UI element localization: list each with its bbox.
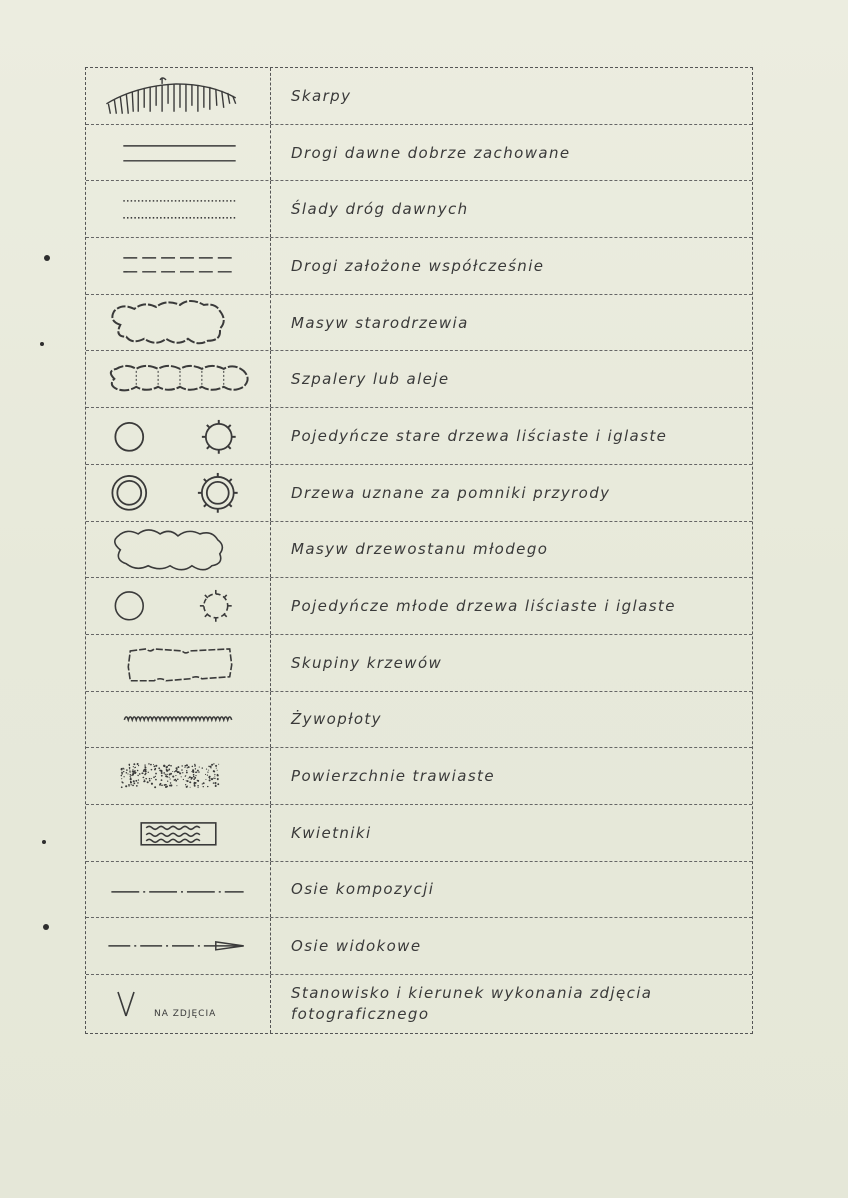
legend-row (86, 181, 752, 238)
symbol-cell (86, 635, 271, 691)
dash-dot-axis-icon (86, 862, 271, 918)
symbol-cell (86, 522, 271, 578)
symbol-cell (86, 805, 271, 861)
young-tree-circles-icon (86, 578, 271, 634)
legend-row (86, 68, 752, 125)
legend-row (86, 805, 752, 862)
dotted-line-icon (86, 181, 271, 237)
photo-direction-icon (86, 975, 271, 1033)
legend-label: Ślady dróg dawnych (291, 200, 469, 219)
legend-row (86, 862, 752, 919)
symbol-cell (86, 975, 271, 1033)
symbol-cell (86, 295, 271, 351)
legend-label: Skarpy (291, 86, 352, 105)
legend-row (86, 522, 752, 579)
symbol-cell (86, 125, 271, 181)
legend-label: Skupiny krzewów (291, 653, 443, 672)
legend-label: Żywopłoty (291, 710, 382, 729)
legend-row (86, 918, 752, 975)
legend-label: Masyw drzewostanu młodego (291, 540, 549, 559)
symbol-cell (86, 862, 271, 918)
legend-label: Drogi dawne dobrze zachowane (291, 143, 571, 162)
legend-label: Pojedyńcze stare drzewa liściaste i iglaste (291, 426, 668, 445)
row-of-trees-icon (86, 351, 271, 407)
legend-row (86, 351, 752, 408)
symbol-cell (86, 748, 271, 804)
old-tree-circles-icon (86, 408, 271, 464)
legend-label: Drzewa uznane za pomniki przyrody (291, 483, 611, 502)
legend-row (86, 578, 752, 635)
punch-hole (43, 924, 49, 930)
legend-label: Kwietniki (291, 823, 372, 842)
double-dashed-line-icon (86, 238, 271, 294)
cloud-young-icon (86, 522, 271, 578)
symbol-cell (86, 918, 271, 974)
view-axis-arrow-icon (86, 918, 271, 974)
scarp-icon (86, 68, 271, 124)
legend-label: Drogi założone współcześnie (291, 256, 545, 275)
legend-label: Masyw starodrzewia (291, 313, 469, 332)
symbol-cell (86, 238, 271, 294)
legend-row (86, 125, 752, 182)
punch-hole (44, 255, 50, 261)
punch-hole (40, 342, 44, 346)
legend-row (86, 975, 752, 1033)
punch-hole (42, 840, 46, 844)
photo-caption: NA ZDJĘCIA (154, 1009, 217, 1019)
symbol-cell (86, 68, 271, 124)
lawn-stipple-icon (86, 748, 271, 804)
symbol-cell (86, 181, 271, 237)
shrub-group-icon (86, 635, 271, 691)
legend-row (86, 465, 752, 522)
cloud-old-icon (86, 295, 271, 351)
monument-tree-icon (86, 465, 271, 521)
legend-row (86, 408, 752, 465)
legend-row (86, 635, 752, 692)
symbol-cell (86, 692, 271, 748)
legend-label: Osie kompozycji (291, 880, 435, 899)
legend-row (86, 238, 752, 295)
legend-label: Powierzchnie trawiaste (291, 767, 495, 786)
legend-label: Stanowisko i kierunek wykonania zdjęcia fotograficznego (291, 984, 653, 1023)
symbol-cell (86, 578, 271, 634)
legend-label: Pojedyńcze młode drzewa liściaste i iglaste (291, 597, 676, 616)
symbol-cell (86, 351, 271, 407)
legend-label: Szpalery lub aleje (291, 370, 450, 389)
hedge-icon (86, 692, 271, 748)
legend-row (86, 748, 752, 805)
legend-label: Osie widokowe (291, 937, 422, 956)
double-line-icon (86, 125, 271, 181)
legend-row (86, 295, 752, 352)
symbol-cell (86, 465, 271, 521)
flowerbed-icon (86, 805, 271, 861)
legend-row (86, 692, 752, 749)
symbol-cell (86, 408, 271, 464)
legend-table (85, 67, 753, 1034)
